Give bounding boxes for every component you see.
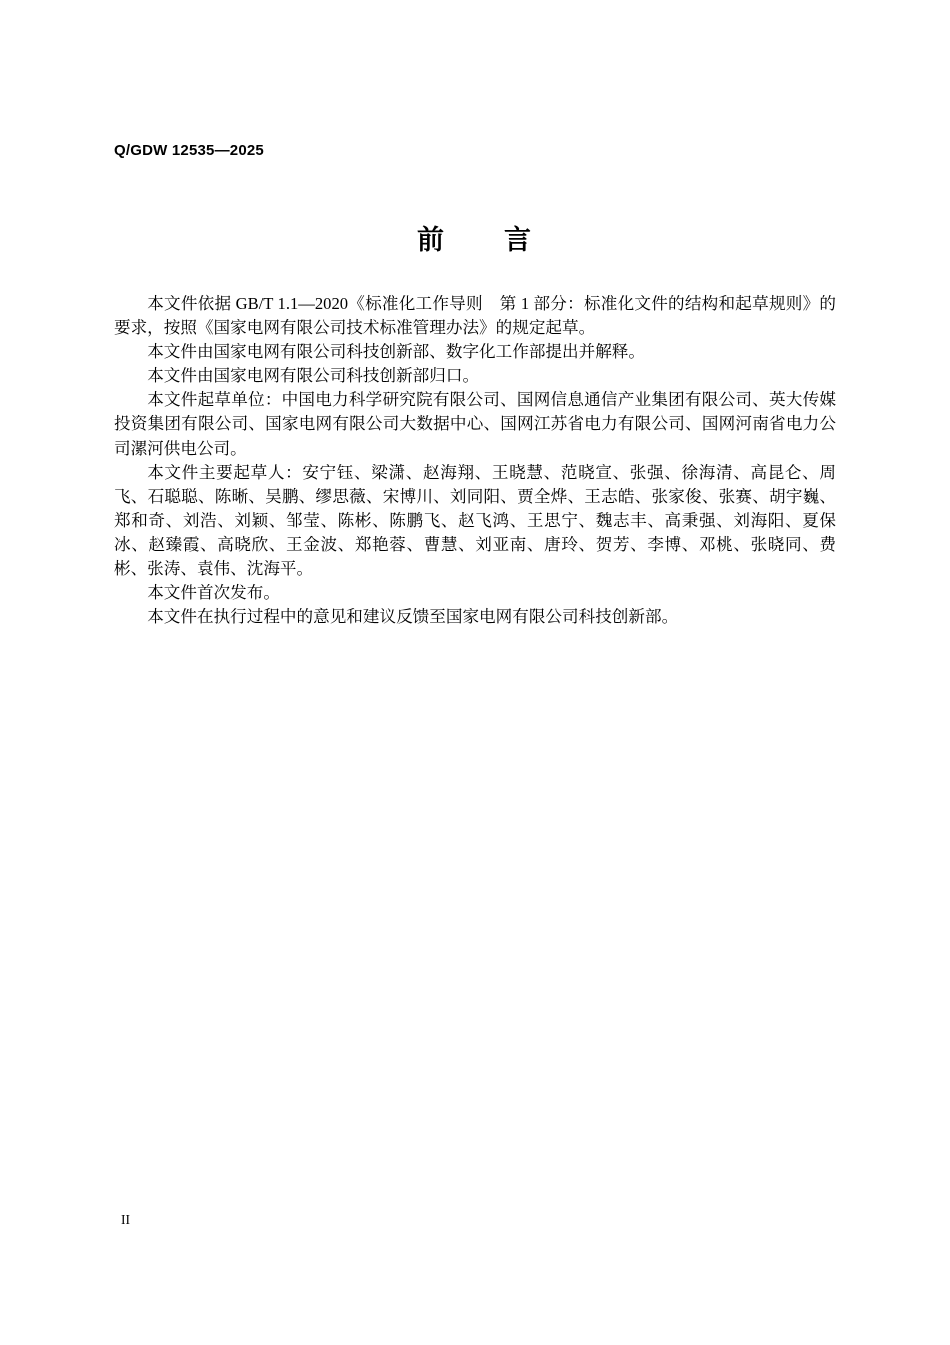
paragraph: 本文件由国家电网有限公司科技创新部、数字化工作部提出并解释。 [147, 342, 645, 362]
page-number: II [121, 1212, 130, 1227]
paragraph: 本文件在执行过程中的意见和建议反馈至国家电网有限公司科技创新部。 [147, 607, 679, 627]
running-header-standard-number: Q/GDW 12535—2025 [114, 142, 264, 159]
page-title: 前 言 [417, 225, 533, 255]
paragraph: 本文件主要起草人：安宁钰、梁潇、赵海翔、王晓慧、范晓宣、张强、徐海清、高昆仑、周飞、石聪聪、陈晰、吴鹏、缪思薇、宋博川、刘同阳、贾全烨、王志皓、张家俊、张赛、胡宇巍、郑和奇、刘浩、刘颖、邹莹、陈彬、陈鹏飞、赵飞鸿、王思宁、魏志丰、高秉强、刘海阳、夏保冰、赵臻霞、高晓欣、王金波、郑艳蓉、曹慧、刘亚南、唐玲、贺芳、李博、邓桃、张晓同、费彬、张涛、袁伟、沈海平。 [114, 462, 836, 579]
foreword-body [114, 292, 836, 629]
paragraph: 本文件由国家电网有限公司科技创新部归口。 [147, 366, 480, 386]
paragraph: 本文件首次发布。 [147, 583, 280, 603]
paragraph: 本文件依据 GB/T 1.1—2020《标准化工作导则 第 1 部分：标准化文件的结构和起草规则》的要求，按照《国家电网有限公司技术标准管理办法》的规定起草。 [114, 294, 836, 338]
paragraph: 本文件起草单位：中国电力科学研究院有限公司、国网信息通信产业集团有限公司、英大传媒投资集团有限公司、国家电网有限公司大数据中心、国网江苏省电力有限公司、国网河南省电力公司漯河供电公司。 [114, 390, 836, 458]
